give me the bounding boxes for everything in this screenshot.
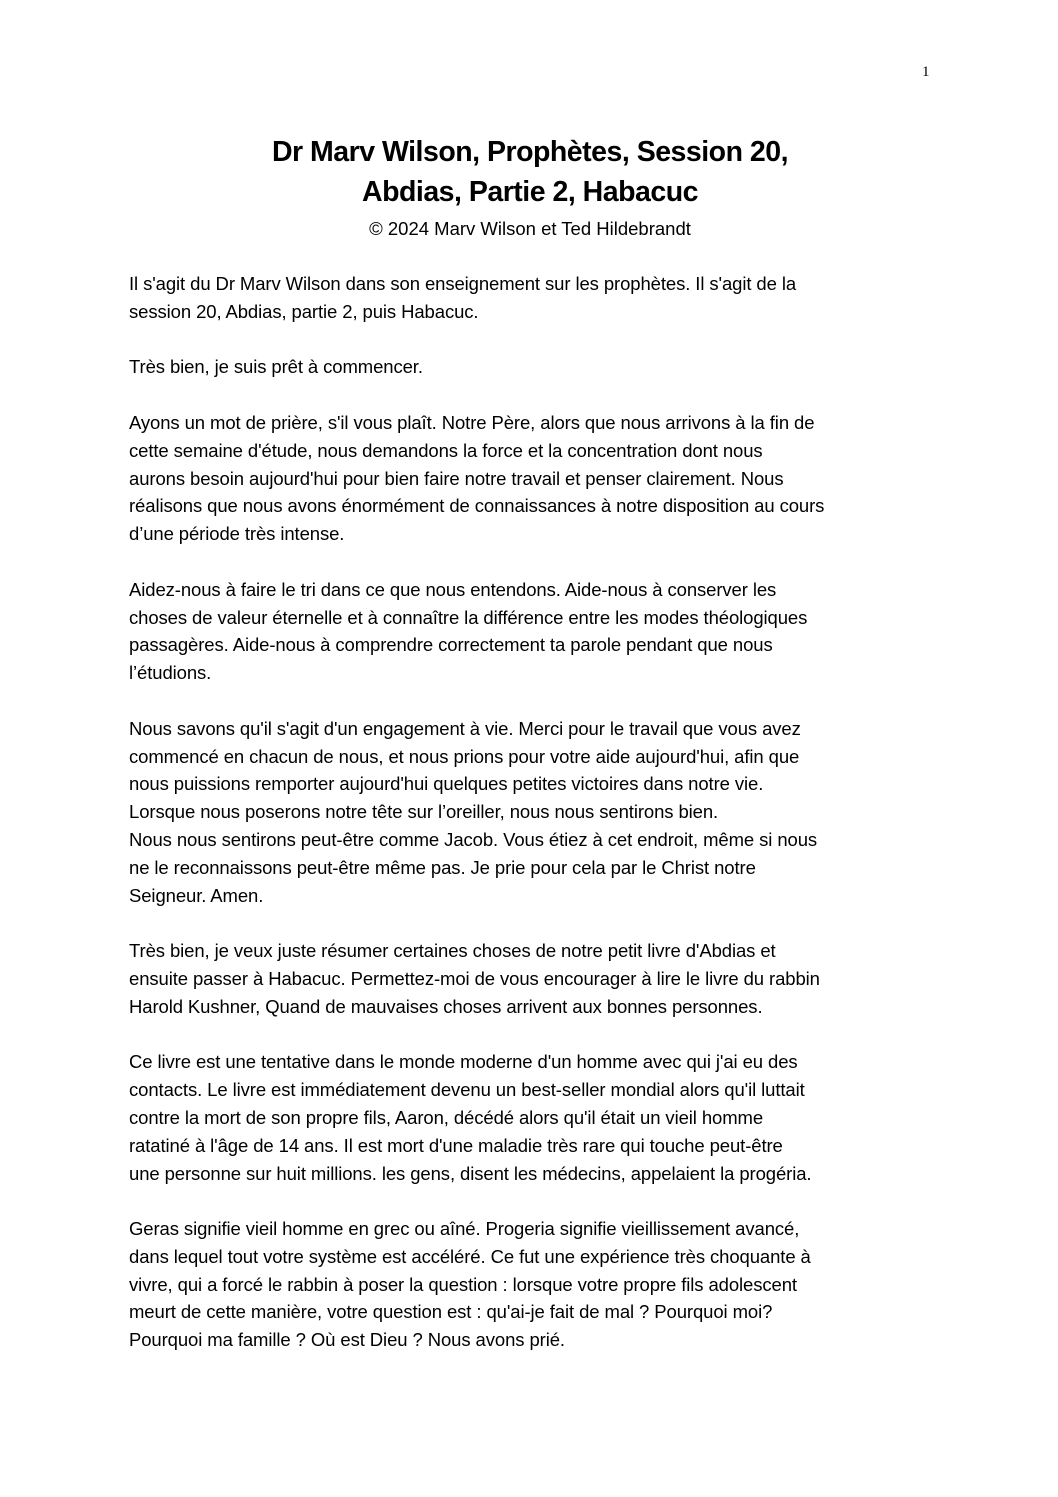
text-line: Ayons un mot de prière, s'il vous plaît. Notre Père, alors que nous arrivons à la fin de	[129, 411, 815, 433]
text-line: Très bien, je veux juste résumer certaines choses de notre petit livre d'Abdias et	[129, 940, 776, 962]
document-body	[129, 270, 929, 1382]
text-line: meurt de cette manière, votre question est : qu'ai-je fait de mal ? Pourquoi moi?	[129, 1301, 773, 1323]
page-number: 1	[922, 64, 930, 80]
paragraph	[129, 1215, 929, 1354]
text-line: l’étudions.	[129, 662, 212, 684]
text-line: Nous savons qu'il s'agit d'un engagement à vie. Merci pour le travail que vous avez	[129, 717, 801, 739]
text-line: Aidez-nous à faire le tri dans ce que nous entendons. Aide-nous à conserver les	[129, 578, 777, 600]
text-line: Nous nous sentirons peut-être comme Jacob. Vous étiez à cet endroit, même si nous	[129, 828, 818, 850]
paragraph	[129, 409, 929, 548]
text-line: commencé en chacun de nous, et nous prions pour votre aide aujourd'hui, afin que	[129, 745, 800, 767]
text-line: une personne sur huit millions. les gens, disent les médecins, appelaient la progéria.	[129, 1162, 812, 1184]
text-line: choses de valeur éternelle et à connaître la différence entre les modes théologiques	[129, 606, 808, 628]
paragraph	[129, 270, 929, 326]
title-line: Abdias, Partie 2, Habacuc	[362, 176, 698, 208]
text-line: Ce livre est une tentative dans le monde moderne d'un homme avec qui j'ai eu des	[129, 1051, 798, 1073]
paragraph	[129, 715, 929, 910]
document-title	[130, 132, 930, 212]
title-line: Dr Marv Wilson, Prophètes, Session 20,	[271, 136, 789, 168]
text-line: contacts. Le livre est immédiatement devenu un best-seller mondial alors qu'il luttait	[129, 1079, 805, 1101]
text-line: contre la mort de son propre fils, Aaron, décédé alors qu'il était un vieil homme	[129, 1106, 764, 1128]
text-line: session 20, Abdias, partie 2, puis Habacuc.	[129, 300, 479, 322]
paragraph	[129, 937, 929, 1020]
text-line: vivre, qui a forcé le rabbin à poser la question : lorsque votre propre fils adolescent	[129, 1273, 797, 1295]
text-line: Seigneur. Amen.	[129, 884, 264, 906]
text-line: Harold Kushner, Quand de mauvaises choses arrivent aux bonnes personnes.	[129, 995, 763, 1017]
text-line: ne le reconnaissons peut-être même pas. Je prie pour cela par le Christ notre	[129, 856, 756, 878]
paragraph	[129, 1048, 929, 1187]
text-line: ensuite passer à Habacuc. Permettez-moi de vous encourager à lire le livre du rabbin	[129, 967, 820, 989]
text-line: Il s'agit du Dr Marv Wilson dans son enseignement sur les prophètes. Il s'agit de la	[129, 273, 797, 294]
paragraph	[129, 576, 929, 687]
text-line: ratatiné à l'âge de 14 ans. Il est mort d'une maladie très rare qui touche peut-être	[129, 1134, 783, 1156]
text-line: Lorsque nous poserons notre tête sur l’oreiller, nous nous sentirons bien.	[129, 801, 719, 823]
paragraph	[129, 353, 929, 381]
text-line: dans lequel tout votre système est accéléré. Ce fut une expérience très choquante à	[129, 1245, 811, 1267]
text-line: passagères. Aide-nous à comprendre correctement ta parole pendant que nous	[129, 634, 773, 656]
text-line: Pourquoi ma famille ? Où est Dieu ? Nous avons prié.	[129, 1329, 565, 1351]
text-line: Très bien, je suis prêt à commencer.	[129, 356, 423, 378]
copyright-notice: © 2024 Marv Wilson et Ted Hildebrandt	[369, 218, 691, 239]
text-line: nous puissions remporter aujourd'hui quelques petites victoires dans notre vie.	[129, 773, 764, 795]
text-line: cette semaine d'étude, nous demandons la force et la concentration dont nous	[129, 439, 763, 461]
text-line: d’une période très intense.	[129, 523, 345, 545]
text-line: aurons besoin aujourd'hui pour bien faire notre travail et penser clairement. Nous	[129, 467, 784, 489]
text-line: réalisons que nous avons énormément de connaissances à notre disposition au cours	[129, 495, 825, 517]
text-line: Geras signifie vieil homme en grec ou aîné. Progeria signifie vieillissement avancé,	[129, 1218, 800, 1240]
